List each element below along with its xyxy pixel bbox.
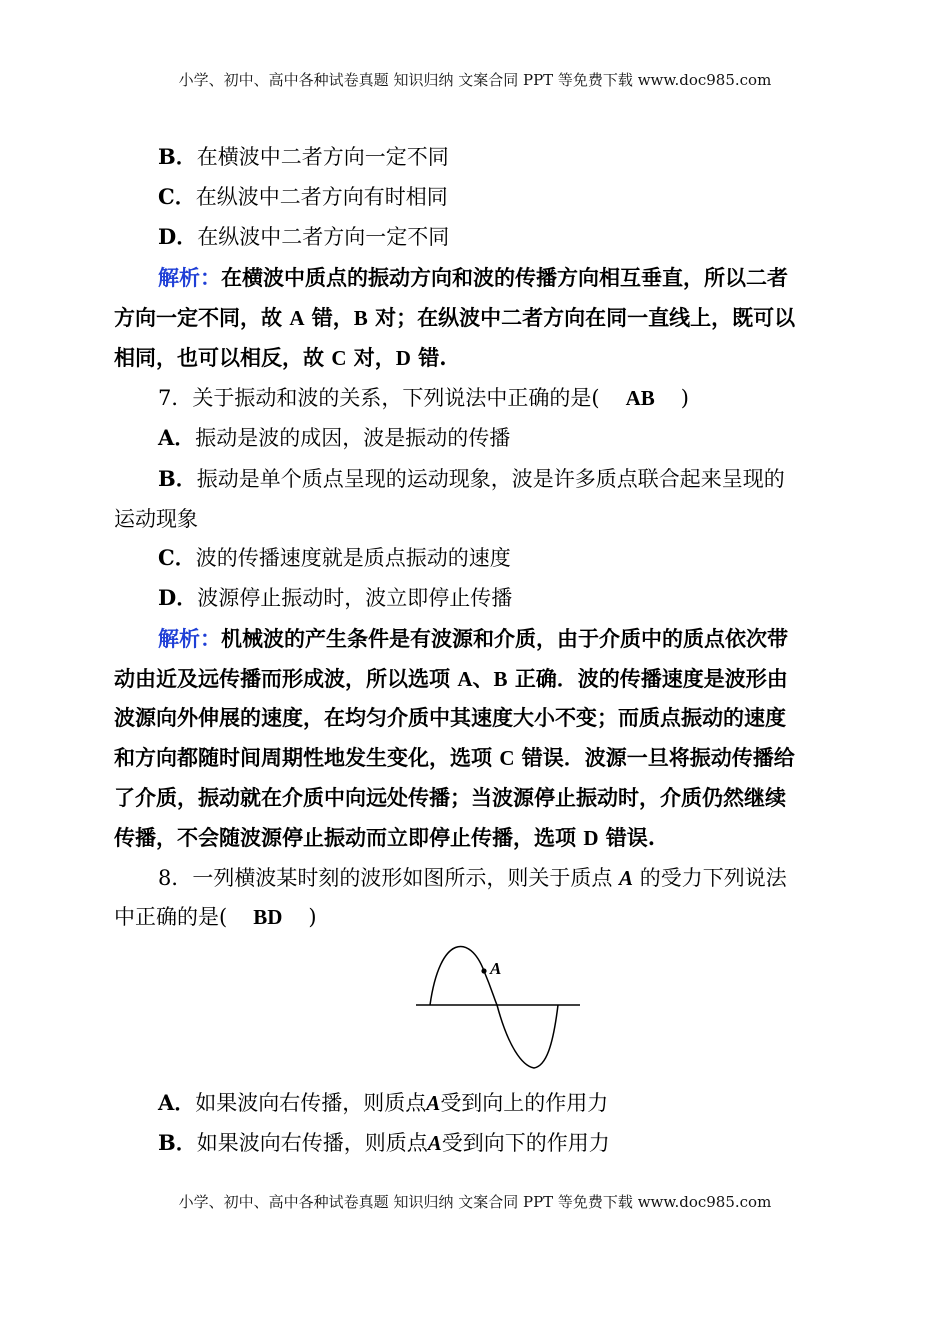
analysis-text: 错.	[418, 345, 447, 370]
option-text: A	[426, 1091, 441, 1115]
wave-figure	[412, 938, 584, 1074]
q8-option-a	[158, 1088, 608, 1118]
option-label: B．	[158, 1130, 197, 1155]
option-text: 振动是单个质点呈现的运动现象，波是许多质点联合起来呈现的	[196, 467, 785, 491]
q7-option-d	[158, 583, 512, 613]
analysis-text: 机械波的产生条件是有波源和介质，由于介质中的质点依次带	[221, 626, 788, 651]
q7-stem	[158, 383, 689, 413]
analysis-text: 错，	[311, 305, 354, 330]
q7-option-b-cont: 运动现象	[114, 507, 198, 531]
analysis-text: 正确．波的传播速度是波形由	[514, 666, 788, 691]
analysis-text: D	[395, 346, 411, 370]
q7-analysis-line-6	[114, 823, 655, 853]
option-text: 在纵波中二者方向一定不同	[197, 225, 450, 249]
q6-option-c	[158, 182, 448, 212]
option-label: B．	[158, 466, 197, 491]
option-text: 如果波向右传播，则质点	[195, 1091, 427, 1115]
option-text: 如果波向右传播，则质点	[196, 1131, 428, 1155]
q7-analysis-line-2	[114, 664, 788, 694]
analysis-text: D	[583, 826, 599, 850]
q6-option-b	[158, 142, 449, 172]
q7-analysis-line-5: 了介质，振动就在介质中向远处传播；当波源停止振动时，介质仍然继续	[114, 785, 786, 810]
option-text: 受到向下的作用力	[441, 1131, 610, 1155]
option-text: 受到向上的作用力	[440, 1091, 609, 1115]
analysis-text: 相同，也可以相反，故	[114, 345, 324, 370]
q6-analysis-line-1	[158, 263, 788, 293]
analysis-text: 对，	[353, 345, 396, 370]
analysis-text: 对；在纵波中二者方向在同一直线上，既可以	[375, 305, 796, 330]
answer: BD	[253, 905, 283, 929]
q8-option-b	[158, 1128, 610, 1158]
analysis-text: C	[331, 346, 347, 370]
analysis-text: 错误．波源一旦将振动传播给	[521, 745, 795, 770]
q7-analysis-line-4	[114, 743, 795, 773]
q7-option-b	[158, 464, 785, 494]
analysis-text: 方向一定不同，故	[114, 305, 282, 330]
page-header: 小学、初中、高中各种试卷真题 知识归纳 文案合同 PPT 等免费下载 www.doc985.com	[178, 71, 772, 89]
question-text: 8．一列横波某时刻的波形如图所示，则关于质点	[158, 866, 613, 890]
question-text: 中正确的是(	[114, 905, 228, 929]
point-a-label: A	[490, 959, 502, 978]
q8-stem-line-2	[114, 902, 317, 932]
analysis-text: B	[353, 306, 368, 330]
answer: AB	[625, 386, 655, 410]
q7-option-a	[158, 423, 510, 453]
option-text: 在横波中二者方向一定不同	[196, 145, 449, 169]
q7-analysis-line-1	[158, 624, 788, 654]
analysis-tag: 解析：	[158, 265, 221, 290]
question-text: A	[619, 866, 634, 890]
option-label: D．	[158, 224, 198, 249]
option-label: C．	[158, 545, 196, 570]
option-label: C．	[158, 184, 196, 209]
analysis-tag: 解析：	[158, 626, 221, 651]
analysis-text: C	[499, 746, 515, 770]
analysis-text: 在横波中质点的振动方向和波的传播方向相互垂直，所以二者	[221, 265, 788, 290]
option-label: A．	[158, 425, 196, 450]
q6-option-d	[158, 222, 449, 252]
question-text: )	[308, 905, 317, 929]
question-text: )	[680, 386, 689, 410]
question-text: 的受力下列说法	[639, 866, 787, 890]
option-text: A	[427, 1131, 442, 1155]
option-label: B．	[158, 144, 197, 169]
analysis-text: 错误.	[605, 825, 656, 850]
analysis-text: 动由近及远传播而形成波，所以选项	[114, 666, 450, 691]
analysis-text: A、B	[457, 667, 508, 691]
option-label: A．	[158, 1090, 196, 1115]
q7-analysis-line-3: 波源向外伸展的速度，在均匀介质中其速度大小不变；而质点振动的速度	[114, 705, 786, 730]
page-footer: 小学、初中、高中各种试卷真题 知识归纳 文案合同 PPT 等免费下载 www.doc985.com	[178, 1193, 772, 1211]
option-text: 在纵波中二者方向有时相同	[195, 185, 448, 209]
q6-analysis-line-2	[114, 303, 795, 333]
analysis-text: 传播，不会随波源停止振动而立即停止传播，选项	[114, 825, 576, 850]
q6-analysis-line-3	[114, 343, 447, 373]
option-text: 振动是波的成因，波是振动的传播	[195, 426, 511, 450]
option-text: 波源停止振动时，波立即停止传播	[197, 586, 513, 610]
q8-stem-line-1	[158, 863, 787, 893]
option-text: 波的传播速度就是质点振动的速度	[195, 546, 511, 570]
analysis-text: A	[289, 306, 305, 330]
point-a-marker	[481, 968, 486, 973]
q7-option-c	[158, 543, 511, 573]
option-label: D．	[158, 585, 198, 610]
analysis-text: 和方向都随时间周期性地发生变化，选项	[114, 745, 492, 770]
question-text: 7．关于振动和波的关系，下列说法中正确的是(	[158, 386, 600, 410]
